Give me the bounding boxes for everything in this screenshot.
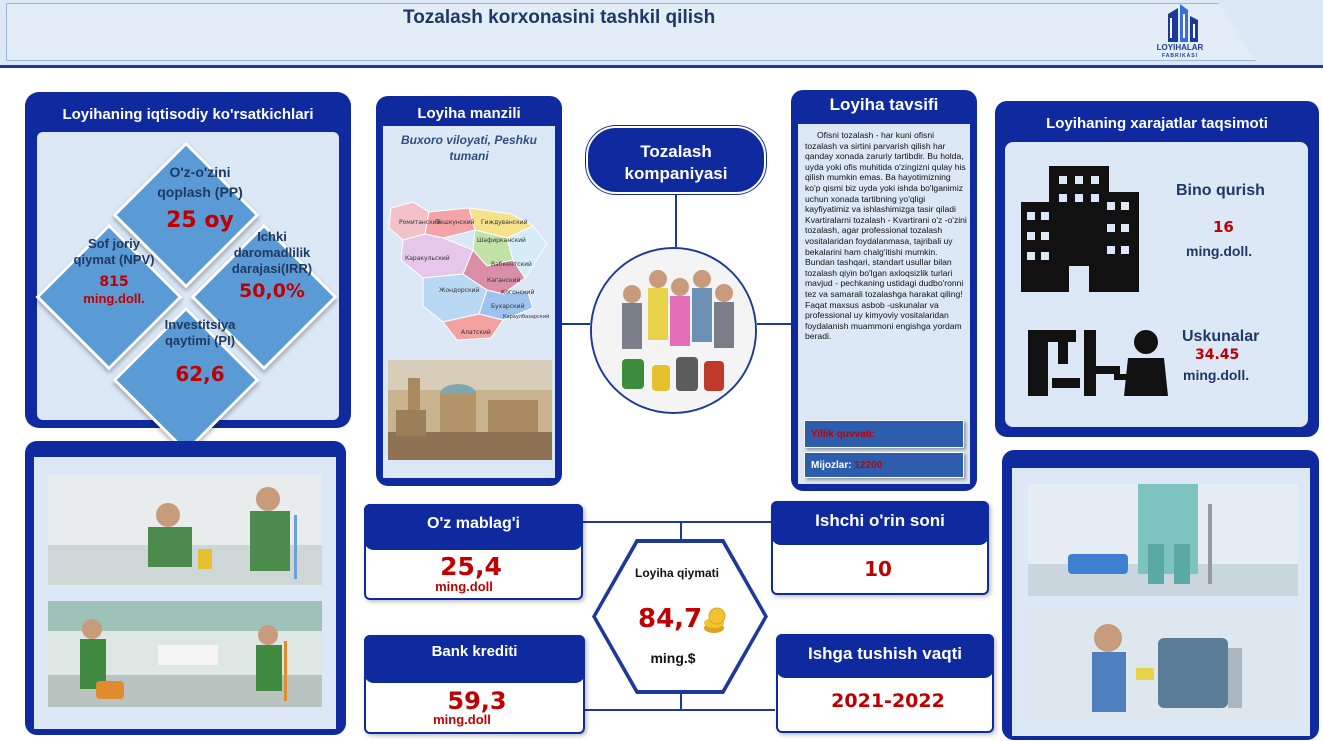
building-cost-label: Bino qurish	[1176, 182, 1265, 199]
own-funds-title: O'z mablag'i	[364, 504, 583, 550]
npv-label: Sof joriy qiymat (NPV)	[73, 236, 155, 267]
cleaning-photo-body-left	[34, 457, 336, 729]
building-cost-value: 16	[1213, 218, 1234, 236]
office-cleaning-photo-icon	[48, 601, 322, 707]
cleaning-team-photo	[590, 247, 757, 414]
project-value-title: Loyiha qiymati	[634, 566, 720, 580]
project-value-unit: ming.$	[650, 650, 696, 666]
bank-credit-box	[364, 635, 585, 734]
cost-distribution-panel	[995, 101, 1319, 437]
clients-label: Mijozlar:	[811, 460, 852, 471]
payback-label: O'z-o'zini qoplash (PP)	[157, 164, 243, 200]
launch-value: 2021-2022	[831, 690, 945, 712]
district-label: Бухарский	[491, 303, 525, 310]
connector	[675, 194, 677, 247]
building-cost-unit: ming.doll.	[1186, 243, 1253, 259]
location-subtitle: Buxoro viloyati, Peshku tumani	[400, 133, 538, 163]
logo-sub: FABRIKASI	[1162, 53, 1198, 59]
bank-credit-unit: ming.doll	[433, 712, 491, 727]
jobs-value: 10	[864, 557, 892, 581]
description-panel	[791, 90, 977, 491]
header-bar	[0, 0, 1323, 68]
district-label: Алатский	[461, 329, 491, 336]
annual-capacity-label: Yillik quvvati:	[811, 429, 876, 440]
city-photo-icon	[388, 360, 552, 460]
equipment-icon	[1028, 324, 1168, 396]
project-value-amount: 84,7	[638, 604, 703, 634]
npv-unit: ming.doll.	[83, 291, 145, 306]
annual-capacity-bar	[804, 420, 964, 448]
location-panel	[376, 96, 562, 486]
logo-text	[1150, 44, 1210, 60]
company-badge	[586, 126, 766, 194]
cleaning-photo-body-right	[1012, 468, 1310, 736]
irr-value: 50,0%	[239, 280, 305, 302]
description-title: Loyiha tavsifi	[829, 95, 939, 114]
bank-credit-title: Bank krediti	[364, 635, 585, 683]
district-label: Каганский	[487, 277, 521, 284]
district-label: Пешкунский	[435, 219, 475, 226]
pi-value: 62,6	[175, 362, 225, 386]
connector	[583, 521, 771, 523]
own-funds-value: 25,4	[440, 552, 502, 581]
payback-value: 25 oy	[166, 208, 234, 233]
connector	[757, 323, 791, 325]
district-label: Шафирканский	[477, 237, 526, 244]
company-name-line1: Tozalash	[640, 142, 712, 161]
own-funds-unit: ming.doll	[435, 579, 493, 594]
company-name-line2: kompaniyasi	[624, 164, 728, 183]
district-label: Когонский	[501, 289, 535, 296]
company-name	[588, 141, 764, 185]
district-label: Каракульский	[405, 255, 450, 262]
description-text: Ofisni tozalash - har kuni ofisni tozalash va sirtini parvarish qilish har qanday xonada zaruriy tartibdir. Bu holda, uyda yoki ofis muhitida o'zingizni qulay his qilish mumkin emas. Ba hayotimizning ko'p qismi biz uyda yoki ishda bo'lganimiz uchun xonada tartibning yo'qligi kayfiyatimiz va ishlashimizga tasir qiladi Kvartiralarni tozalash - Kvartirani o'z -o'zini tozalash, agar professional tozalash vositalaridan foydalanmasa, tajribali uy bekalarini ham chalg'itishi mumkin. Bundan tashqari, standart usullar bilan tozalash qiyin bo'lgan axloqsizlik turlari mavjud - pechkaning ustidagi dudbo'ronni tez va samarali tozalashga harakat qiling! Faqat maxsus asbob -uskunalar va professional uy kimyoviy vositalaridan foydalanish muammoni engishga yordam beradi.	[805, 130, 967, 342]
jobs-box	[771, 501, 989, 595]
pi-label: Investitsiya qaytimi (PI)	[164, 317, 236, 348]
clients-value: 12200	[854, 460, 883, 471]
district-label: Гиждуванский	[481, 219, 528, 226]
coins-icon	[702, 604, 728, 634]
district-label: Караулбазарский	[503, 314, 550, 320]
cost-panel-body	[1005, 142, 1308, 427]
clients-bar	[804, 452, 964, 478]
economic-panel-body	[37, 132, 339, 420]
equipment-cost-value: 34.45	[1195, 347, 1240, 363]
launch-title: Ishga tushish vaqti	[776, 634, 994, 678]
district-label: Жондорский	[439, 287, 480, 294]
own-funds-box	[364, 504, 583, 600]
cost-panel-title: Loyihaning xarajatlar taqsimoti	[1046, 115, 1268, 132]
description-body	[798, 124, 970, 484]
location-body	[383, 126, 555, 478]
connector	[680, 694, 682, 710]
connector	[562, 323, 590, 325]
cleaning-staff-photo-icon	[48, 475, 322, 585]
bank-credit-value: 59,3	[447, 687, 507, 715]
building-icon	[1021, 162, 1139, 298]
irr-label: Ichki daromadlilik darajasi(IRR)	[231, 229, 313, 276]
npv-value: 815	[99, 274, 129, 290]
district-label: Ромитанский	[399, 219, 441, 226]
district-label: Вабкентский	[491, 261, 532, 268]
cleaning-photo-frame-left	[25, 441, 346, 735]
connector	[585, 709, 775, 711]
connector	[680, 521, 682, 539]
region-map-icon	[383, 194, 555, 344]
logo-main: LOYIHALAR	[1156, 43, 1204, 52]
cleaning-photo-frame-right	[1002, 450, 1319, 740]
location-title: Loyiha manzili	[417, 105, 521, 122]
economic-panel-title: Loyihaning iqtisodiy ko'rsatkichlari	[62, 106, 314, 123]
mopping-photo-icon	[1028, 484, 1298, 596]
cleaning-team-icon	[592, 249, 757, 414]
economic-indicators-panel	[25, 92, 351, 428]
equipment-cost-unit: ming.doll.	[1183, 367, 1250, 383]
launch-box	[776, 634, 994, 733]
page-title: Tozalash korxonasini tashkil qilish	[403, 7, 716, 28]
janitor-cart-photo-icon	[1028, 608, 1298, 720]
jobs-title: Ishchi o'rin soni	[771, 501, 989, 545]
equipment-cost-label: Uskunalar	[1182, 328, 1260, 345]
